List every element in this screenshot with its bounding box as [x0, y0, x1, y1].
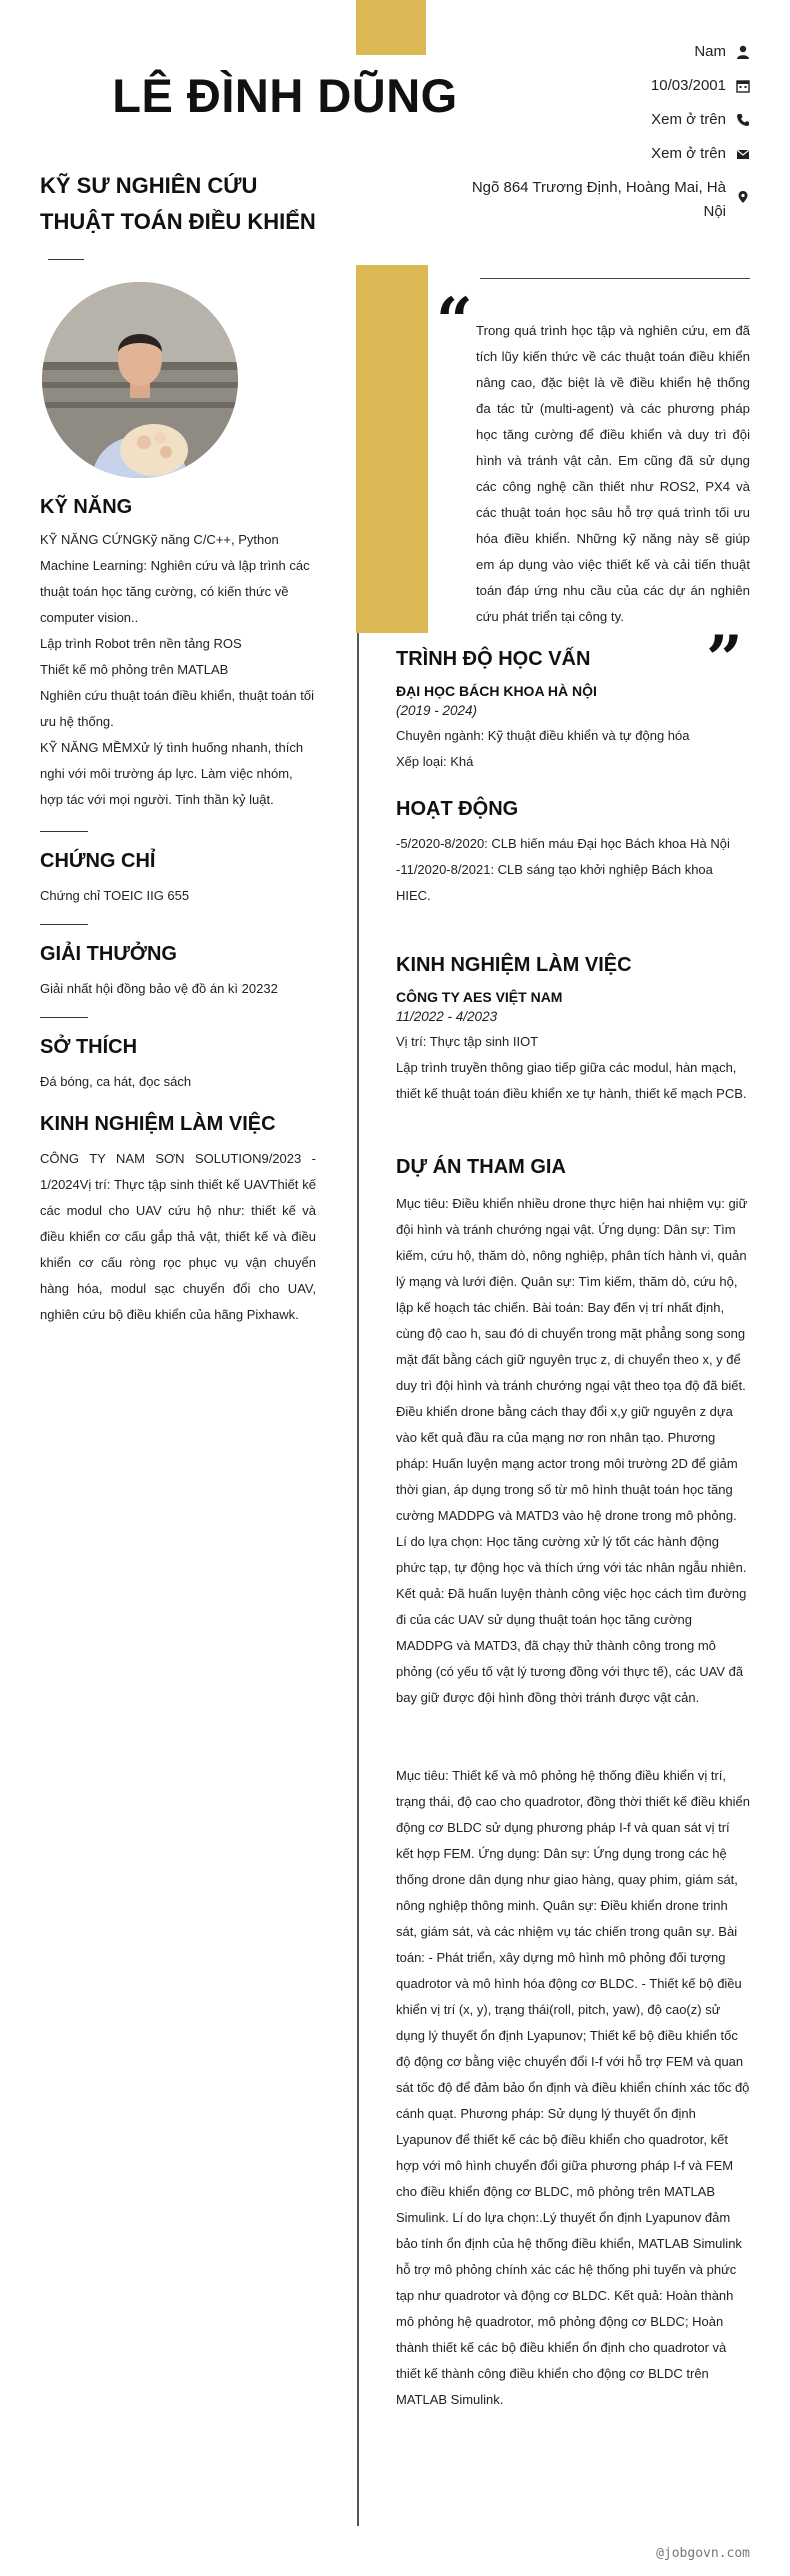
footer-watermark: @jobgovn.com [656, 2546, 750, 2561]
certs-section [40, 850, 316, 909]
activities-title: HOẠT ĐỘNG [396, 798, 519, 820]
email-text: Xem ở trên [651, 145, 726, 162]
skills-title: KỸ NĂNG [40, 496, 133, 518]
left-experience-section [40, 1113, 316, 1328]
education-rank: Xếp loại: Khá [396, 754, 474, 769]
accent-block-middle [356, 265, 428, 633]
activity-item: -11/2020-8/2021: CLB sáng tạo khởi nghiệp Bách khoa HIEC. [396, 862, 713, 903]
left-experience-title: KINH NGHIỆM LÀM VIỆC [40, 1113, 276, 1135]
projects-title: DỰ ÁN THAM GIA [396, 1156, 566, 1178]
job-title-line-2 [40, 204, 350, 276]
experience-position: Vị trí: Thực tập sinh IIOT [396, 1034, 539, 1049]
contact-gender [420, 40, 750, 64]
summary-top-rule [480, 278, 750, 279]
contact-birthday [420, 74, 750, 98]
envelope-icon [736, 147, 750, 161]
phone-icon [736, 113, 750, 127]
school-name: ĐẠI HỌC BÁCH KHOA HÀ NỘI [396, 683, 597, 699]
person-icon [736, 45, 750, 59]
quote-open-icon: “ [436, 284, 473, 359]
certs-text: Chứng chỉ TOEIC IIG 655 [40, 888, 190, 903]
skills-section [40, 496, 316, 813]
project-2-text: Mục tiêu: Thiết kế và mô phỏng hệ thống điều khiển vị trí, trạng thái, độ cao cho quadrotor, đồng thời thiết kế điều khiển động cơ BLDC sử dụng phương pháp I-f và quan sát vị trí kết hợp FEM. Ứng dụng: Dân sự: Ứng dụng trong các hệ thống drone dân dụng như giao hàng, quay phim, giám sát, nông nghiệp thông minh. Quân sự: Điều khiển drone trinh sát, giám sát, và các nhiệm vụ tác chiến trong quân sự. Bài toán: - Phát triển, xây dựng mô hình mô phỏng đối tượng quadrotor và mô hình hóa động cơ BLDC. - Thiết kế bộ điều khiển vị trí (x, y), trạng thái(roll, pitch, yaw), độ cao(z) sử dụng lý thuyết ổn định Lyapunov; Thiết kế bộ điều khiển tốc độ động cơ bằng việc chuyển đổi I-f với hỗ trợ FEM và quan sát tốc độ để đảm bảo ổn định và điều khiển chính xác tốc độ cánh quạt. Phương pháp: Sử dụng lý thuyết ổn định Lyapunov để thiết kế các bộ điều khiển cho quadrotor, kết hợp với mô hình chuyển đổi giữa phương pháp I-f và FEM cho điều khiển động cơ BLDC, mô phỏng trên MATLAB Simulink. Lí do lựa chọn:.Lý thuyết ổn định Lyapunov đảm bảo tính ổn định của hệ thống điều khiển, MATLAB Simulink hỗ trợ mô phỏng chính xác các hệ thống phi tuyến và phức tạp như quadrotor và động cơ BLDC. Kết quả: Hoàn thành mô phỏng hệ quadrotor, mô phỏng động cơ BLDC; Hoàn thành thiết kế các bộ điều khiển ổn định cho quadrotor và thiết kế thành công điều khiển cho động cơ BLDC trên MATLAB Simulink. [396, 1768, 750, 2407]
company-name: CÔNG TY AES VIỆT NAM [396, 989, 563, 1005]
quote-close-icon: ” [706, 622, 743, 697]
location-pin-icon [736, 190, 750, 204]
experience-section [396, 954, 750, 1107]
experience-description: Lập trình truyền thông giao tiếp giữa các modul, hàn mạch, thiết kế thuật toán điều khiển xe tự hành, thiết kế mạch PCB. [396, 1060, 747, 1101]
skill-item: KỸ NĂNG MỀMXử lý tình huống nhanh, thích nghi với môi trường áp lực. Làm việc nhóm, hợp tác với mọi người. Tinh thần kỷ luật. [40, 740, 304, 807]
job-title-line-1: KỸ SƯ NGHIÊN CỨU [40, 173, 258, 198]
phone-text: Xem ở trên [651, 111, 726, 128]
projects-section [396, 1156, 750, 2413]
section-divider [40, 924, 88, 925]
education-section [396, 648, 750, 775]
contact-email [420, 142, 750, 166]
hobbies-title: SỞ THÍCH [40, 1036, 138, 1058]
activities-section [396, 798, 750, 909]
candidate-name: LÊ ĐÌNH DŨNG [112, 69, 458, 122]
certs-title: CHỨNG CHỈ [40, 850, 156, 872]
section-divider [40, 831, 88, 832]
experience-period: 11/2022 - 4/2023 [396, 1009, 498, 1024]
left-experience-text: CÔNG TY NAM SƠN SOLUTION9/2023 - 1/2024Vị trí: Thực tập sinh thiết kế UAVThiết kế các modul cho UAV cứu hộ như: thiết kế và điều khiển cơ cấu gắp thả vật, thiết kế và điều khiển cơ cấu ròng rọc phục vụ vận chuyển hàng hóa, modul sạc chuyển đổi cho UAV, nghiên cứu bộ điều khiển của hãng Pixhawk. [40, 1151, 316, 1322]
activity-item: -5/2020-8/2020: CLB hiến máu Đại học Bách khoa Hà Nội [396, 836, 730, 851]
calendar-icon [736, 79, 750, 93]
education-title: TRÌNH ĐỘ HỌC VẤN [396, 648, 591, 670]
job-title-line-2-text: THUẬT TOÁN ĐIỀU KHIỂN [40, 209, 316, 234]
title-rule [48, 259, 84, 260]
project-1-text: Mục tiêu: Điều khiển nhiều drone thực hiện hai nhiệm vụ: giữ đội hình và tránh chướng ngại vật. Ứng dụng: Dân sự: Tìm kiếm, cứu hộ, thăm dò, nông nghiệp, phân tích hành vi, quản lý mạng và lưới điện. Quân sự: Tìm kiếm, thăm dò, cứu hộ, lập kế hoạch tác chiến. Bài toán: Bay đến vị trí nhất định, cùng độ cao h, sau đó di chuyển trong mặt phẳng song song mặt đất bằng cách giữ nguyên trục z, di chuyển theo x, y để duy trì đội hình và tránh chướng ngại vật theo tọa độ đã biết. Điều khiển drone bằng cách thay đổi x,y giữ nguyên z dựa vào kết quả đầu ra của mạng nơ ron nhân tạo. Phương pháp: Huấn luyện mạng actor trong môi trường 2D để giảm thời gian, áp dụng trong số từ mô hình thuật toán học tăng cường MADDPG và MATD3 vào hệ drone trong mô phỏng. Lí do lựa chọn: Học tăng cường xử lý tốt các hành động phức tạp, tự động học và thích ứng với tác nhân ngẫu nhiên. Kết quả: Đã huấn luyện thành công việc học cách tìm đường đi của các UAV sử dụng thuật toán học tăng cường MADDPG và MATD3, đã chạy thử thành công trong mô phỏng (có yếu tố vật lý tương đồng với thực tế), các UAV đã bay giữ được đội hình đồng thời tránh được vật cản. [396, 1196, 748, 1705]
column-divider [357, 633, 359, 2526]
hobbies-section [40, 1036, 316, 1095]
skill-item: Thiết kế mô phỏng trên MATLAB [40, 662, 229, 677]
awards-title: GIẢI THƯỞNG [40, 943, 177, 965]
education-period: (2019 - 2024) [396, 703, 478, 718]
gender-text: Nam [694, 43, 726, 60]
skill-item: Machine Learning: Nghiên cứu và lập trình các thuật toán học tăng cường, có kiến thức về computer vision.. [40, 558, 310, 625]
skills-list [40, 527, 316, 813]
skill-item: Lập trình Robot trên nền tảng ROS [40, 636, 242, 651]
address-text: Ngõ 864 Trương Định, Hoàng Mai, Hà Nội [471, 179, 726, 220]
avatar [42, 282, 238, 478]
experience-title: KINH NGHIỆM LÀM VIỆC [396, 954, 632, 976]
accent-block-top [356, 0, 426, 55]
awards-section [40, 943, 316, 1002]
skill-item: KỸ NĂNG CỨNGKỹ năng C/C++, Python [40, 532, 279, 547]
awards-text: Giải nhất hội đồng bảo vệ đồ án kì 20232 [40, 981, 278, 996]
skill-item: Nghiên cứu thuật toán điều khiển, thuật toán tối ưu hệ thống. [40, 688, 314, 729]
contact-phone [420, 108, 750, 132]
education-major: Chuyên ngành: Kỹ thuật điều khiển và tự động hóa [396, 728, 690, 743]
profile-photo [42, 282, 238, 478]
summary-text: Trong quá trình học tập và nghiên cứu, em đã tích lũy kiến thức về các thuật toán điều khiển nâng cao, đặc biệt là về điều khiển hệ thống đa tác tử (multi-agent) và các phương pháp học tăng cường để điều khiển và duy trì đội hình và tránh vật cản. Em cũng đã sử dụng các công nghệ cần thiết như ROS2, PX4 và các thuật toán học sâu hỗ trợ quá trình tối ưu hóa điều khiển. Những kỹ năng này sẽ giúp em áp dụng vào việc thiết kế và cải tiến thuật toán đáp ứng nhu cầu của các dự án nghiên cứu phát triển tại công ty. [476, 323, 750, 624]
contact-address [450, 176, 750, 224]
hobbies-text: Đá bóng, ca hát, đọc sách [40, 1074, 192, 1089]
birthday-text: 10/03/2001 [650, 77, 726, 94]
activities-list [396, 831, 750, 909]
job-title [40, 168, 350, 276]
section-divider [40, 1017, 88, 1018]
